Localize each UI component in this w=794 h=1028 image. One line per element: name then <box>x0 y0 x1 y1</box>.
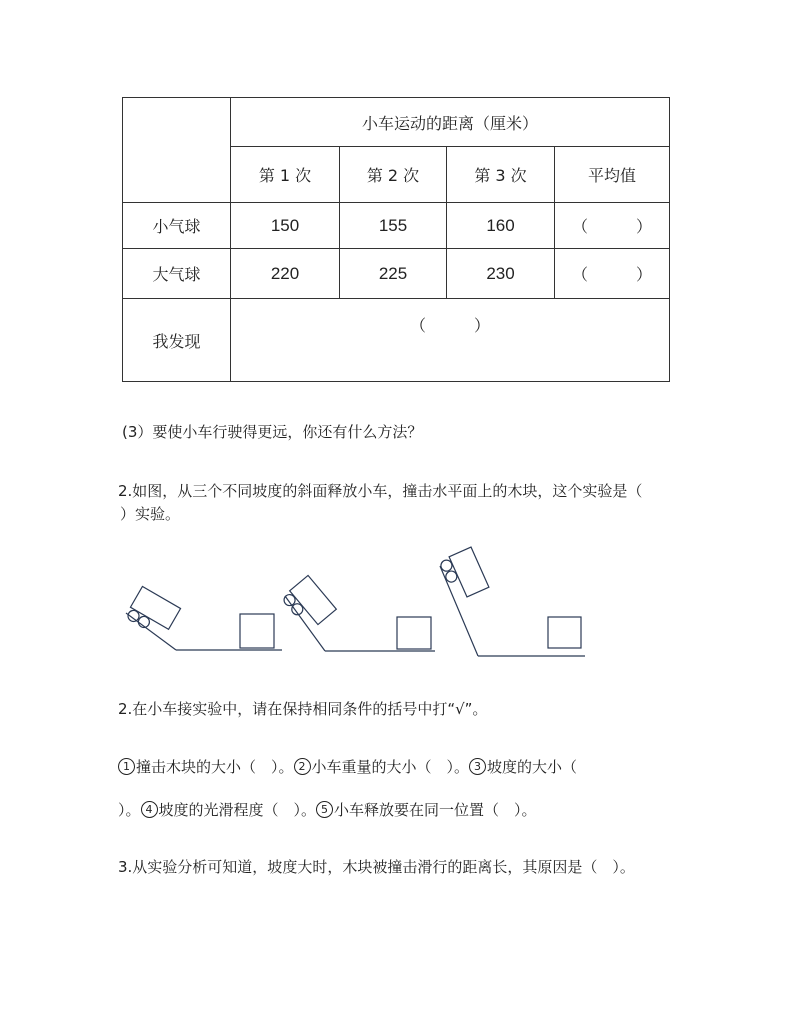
col-header-2: 第 2 次 <box>340 147 447 203</box>
table-cell: 160 <box>447 203 555 249</box>
option-5: 小车释放要在同一位置（ ）。 <box>334 801 537 819</box>
table-cell: 225 <box>340 249 447 299</box>
incline-1 <box>125 586 282 650</box>
cart-shape <box>439 547 489 602</box>
average-blank[interactable]: （ ） <box>555 203 670 249</box>
option-3: 坡度的大小（ <box>487 758 578 776</box>
finding-label: 我发现 <box>123 299 231 382</box>
col-header-3: 第 3 次 <box>447 147 555 203</box>
wooden-block <box>240 614 274 648</box>
cart-shape <box>125 586 181 639</box>
circled-number-4: 4 <box>141 801 158 818</box>
question-3b: 3.从实验分析可知道，坡度大时，木块被撞击滑行的距离长，其原因是（ ）。 <box>118 858 635 876</box>
results-table <box>122 97 670 382</box>
table-cell: 150 <box>231 203 340 249</box>
option-2: 小车重量的大小（ ）。 <box>311 758 470 776</box>
group-header: 小车运动的距离（厘米） <box>231 98 670 147</box>
circled-number-3: 3 <box>469 758 486 775</box>
row-label: 小气球 <box>123 203 231 249</box>
table-cell: 230 <box>447 249 555 299</box>
table-row <box>123 249 670 299</box>
table-cell: 155 <box>340 203 447 249</box>
option-4: 坡度的光滑程度（ ）。 <box>158 801 317 819</box>
row-label: 大气球 <box>123 249 231 299</box>
circled-number-5: 5 <box>316 801 333 818</box>
incline-3 <box>439 547 585 656</box>
question-2a-line1: 2.如图，从三个不同坡度的斜面释放小车，撞击水平面上的木块，这个实验是（ <box>118 482 643 500</box>
question-2b-options-line2 <box>118 799 537 821</box>
question-2b: 2.在小车接实验中，请在保持相同条件的括号中打“√”。 <box>118 700 488 718</box>
table-cell: 220 <box>231 249 340 299</box>
average-blank[interactable]: （ ） <box>555 249 670 299</box>
circled-number-1: 1 <box>118 758 135 775</box>
wooden-block <box>548 617 581 648</box>
col-header-average: 平均值 <box>555 147 670 203</box>
finding-blank[interactable]: （ ） <box>231 299 670 382</box>
wooden-block <box>397 617 431 649</box>
circled-number-2: 2 <box>294 758 311 775</box>
table-row <box>123 203 670 249</box>
incline-figure <box>110 538 600 663</box>
col-header-1: 第 1 次 <box>231 147 340 203</box>
corner-cell <box>123 98 231 203</box>
question-2b-options-line1 <box>118 756 577 778</box>
question-2a-line2: ）实验。 <box>120 505 181 523</box>
cart-shape <box>281 575 336 632</box>
option-3-close: ）。 <box>118 801 141 819</box>
incline-2 <box>281 575 435 651</box>
question-3: (3）要使小车行驶得更远，你还有什么方法？ <box>122 423 423 441</box>
option-1: 撞击木块的大小（ ）。 <box>136 758 294 776</box>
